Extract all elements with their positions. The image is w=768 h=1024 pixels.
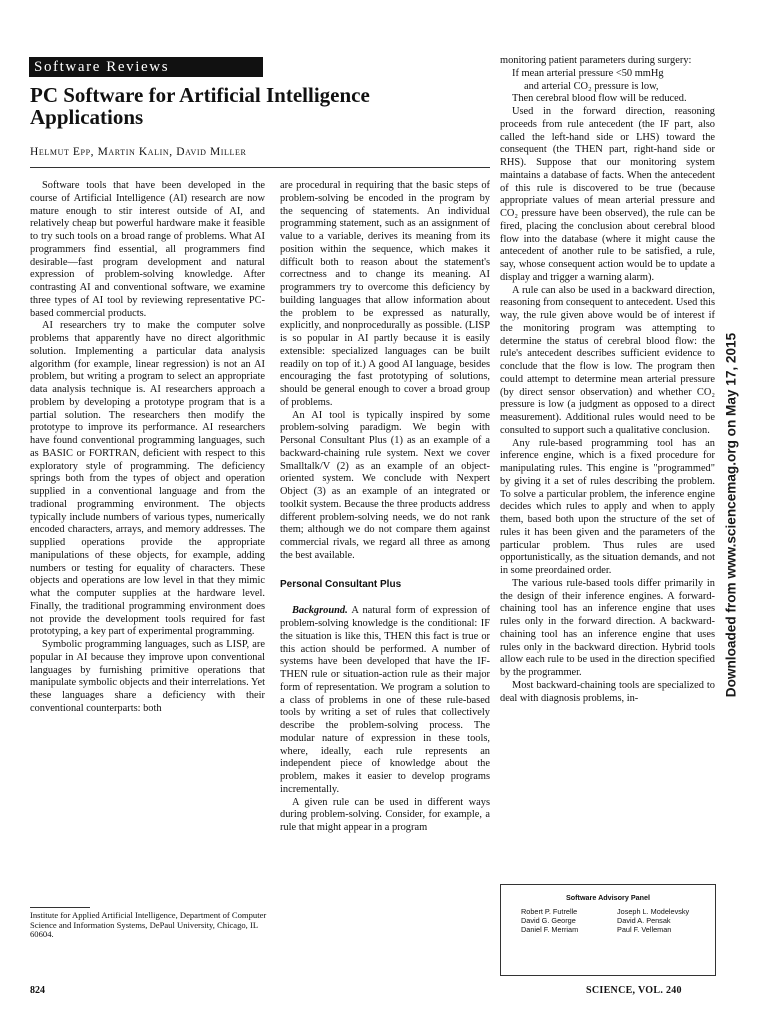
affiliation-footnote: Institute for Applied Artificial Intelligence, Department of Computer Science and Information Systems, DePaul University, Chicago, IL 60604. bbox=[30, 910, 267, 940]
paragraph: Most backward-chaining tools are specialized to deal with diagnosis problems, in- bbox=[500, 679, 715, 704]
journal-footer: SCIENCE, VOL. 240 bbox=[586, 985, 682, 996]
panel-member: Daniel F. Merriam bbox=[521, 925, 579, 935]
text-column-2 bbox=[280, 180, 490, 900]
author-line: Helmut Epp, Martin Kalin, David Miller bbox=[30, 146, 247, 158]
paragraph: Any rule-based programming tool has an inference engine, which is a fixed procedure for manipulating rules. This engine is "programmed" by giving it a set of rules describing the problem. To solve a particular problem, the inference engine decides which rules to apply and when to apply them, based both upon the structure of the set of rules it has been given and the parameters of the particular problem. Thus rules are used opportunistically, as the situation demands, and not in some preordained order. bbox=[500, 437, 715, 576]
advisory-panel-box bbox=[500, 884, 716, 976]
paragraph bbox=[280, 605, 490, 796]
rule-example-line: and arterial CO₂ pressure is low, bbox=[524, 80, 659, 92]
paragraph: A given rule can be used in different ways during problem-solving. Consider, for example, a rule that might appear in a program bbox=[280, 796, 490, 833]
paragraph: monitoring patient parameters during surgery: bbox=[500, 55, 692, 66]
panel-members-left bbox=[521, 907, 578, 935]
rule-example-line: If mean arterial pressure <50 mmHg bbox=[512, 67, 664, 79]
panel-members-right bbox=[617, 907, 689, 935]
section-heading: Personal Consultant Plus bbox=[280, 578, 402, 590]
text-column-3 bbox=[500, 55, 715, 880]
paragraph: A rule can also be used in a backward direction, reasoning from consequent to antecedent. Used this way, the rule given above would be of interest if the monitoring program was attempting to determine the status of cerebral blood flow: the rule's antecedent describes sufficient evidence to conclude that the flow is low. The program then could attempt to determine mean arterial pressure (by direct sensor observation) and whether CO₂ pressure is low (a judgment as opposed to a direct measurement). Additional rules would need to be consulted to support such a qualitative conclusion. bbox=[500, 284, 715, 436]
footnote-divider bbox=[30, 907, 90, 908]
panel-member: Paul F. Velleman bbox=[617, 925, 672, 935]
panel-member: Robert P. Futrelle bbox=[521, 907, 578, 916]
text-column-1 bbox=[30, 180, 265, 900]
paragraph: An AI tool is typically inspired by some problem-solving paradigm. We begin with Personal Consultant Plus (1) as an example of a backward-chaining rule system. Next we cover Smalltalk/V (2) as an example of an object-oriented system. We conclude with Nexpert Object (3) as an example of an integrated or toolkit system. Because the three products address different problem-solving needs, we do not rank them; although we do not compare them against commercial rivals, we regard all three as among the best available. bbox=[280, 409, 490, 561]
page-number: 824 bbox=[30, 985, 45, 996]
panel-member: David A. Pensak bbox=[617, 916, 671, 926]
paragraph: AI researchers try to make the computer solve problems that apparently have no direct algorithmic solution. Implementing a particular data analysis algorithm (for example, linear regression) is not an AI problem, but writing a program to select an appropriate data analysis technique is. AI researchers approach a problem by developing a prototype program that is a partial solution. The researchers then modify the prototype to improve its performance. AI researchers have found conventional programming languages, such as BASIC or FORTRAN, deficient with respect to this exploratory style of programming. The deficiency springs both from the types of object and operation supplied in a conventional language and from the tradional programming environment. The objects typically include numbers of various types, numerically encoded characters, arrays, and memory addresses. The supplied operations provide the appropriate manipulations of these objects, for example, adding numbers or testing for equality of characters. These objects and operations are low level in that they mimic what the computer supplies at the hardware level. Finally, the traditional programming environment does not provide the development tools required for fast prototyping, a key part of experimental programming. bbox=[30, 320, 265, 638]
paragraph: Used in the forward direction, reasoning proceeds from rule antecedent (the IF part, also called the left-hand side or LHS) toward the consequent (the THEN part, right-hand side or RHS). Suppose that our monitoring system maintains a database of facts. When the antecedent of this rule is discovered to be true (because appropriate values of mean arterial pressure and CO₂ pressure have been observed), the rule can be fired, placing the conclusion about cerebral blood flow into the database (where it might cause the antecedent of another rule to be satisfied, a rule, say, whose consequent action would be to update a display and trigger a warning alarm). bbox=[500, 106, 715, 283]
download-watermark bbox=[720, 332, 742, 698]
panel-member: Joseph L. Modelevsky bbox=[617, 907, 690, 916]
paragraph: Software tools that have been developed in the course of Artificial Intelligence (AI) research are now mature enough to stir interest outside of AI, and relatively cheap but powerful hardware make it feasible to try such tools on a broad range of problems. What AI programmers find essential, all programmers find desirable—fast program development and natural expression of problem-solving knowledge. After contrasting AI and conventional software, we examine three types of AI tool by reviewing representative PC-based commercial products. bbox=[30, 180, 265, 319]
download-watermark-text: Downloaded from www.sciencemag.org on May 17, 2015 bbox=[723, 332, 739, 698]
panel-title: Software Advisory Panel bbox=[565, 893, 650, 902]
paragraph-text: A natural form of expression of problem-solving knowledge is the conditional: IF the situation is like this, THEN this fact is true or this action should be performed. A number of systems have been developed that have the IF-THEN rule or situation-action rule as their major form of representation. We program a solution to a class of problems in one of these rule-based tools by writing a set of rules that collectively describe the problem-solving process. The modular nature of expression in these tools, where, ideally, each rule represents an independent piece of knowledge about the problem, makes it easier to develop programs incrementally. bbox=[280, 605, 490, 795]
paragraph: are procedural in requiring that the basic steps of problem-solving be encoded in the program by the sequencing of statements. An individual programming statement, such as an assignment of value to a variable, derives its meaning from its position within the sequence, which makes it difficult both to reason about the statement's correctness and to change its meaning. AI programmers try to overcome this deficiency by building languages that allow information about the problem to be expressed as naturally, explicitly, and nonprocedurally as possible. (LISP is so popular in AI partly because it is easily extensible: specialized languages can be built readily on top of it.) A good AI language, besides encouraging the fast prototyping of solutions, should be general enough to cover a broad group of problems. bbox=[280, 180, 490, 408]
section-banner: Software Reviews bbox=[29, 57, 263, 77]
run-in-heading: Background. bbox=[292, 605, 348, 617]
paragraph: Symbolic programming languages, such as LISP, are popular in AI because they improve upon conventional languages by furnishing primitive operations that manipulate symbolic objects and their interrelations. Yet these languages share a deficiency with their conventional counterparts: both bbox=[30, 639, 265, 714]
panel-member: David G. George bbox=[521, 916, 576, 926]
header-divider bbox=[30, 167, 490, 168]
rule-example-line: Then cerebral blood flow will be reduced. bbox=[512, 93, 687, 105]
article-title: PC Software for Artificial Intelligence Applications bbox=[30, 83, 370, 129]
paragraph: The various rule-based tools differ primarily in the design of their inference engines. A forward-chaining tool has an inference engine that uses rules only in the forward direction. A backward-chaining tool has an inference engine that uses rules only in the backward direction. Hybrid tools allow each rule to be used in the direction specified by the programmer. bbox=[500, 577, 715, 678]
